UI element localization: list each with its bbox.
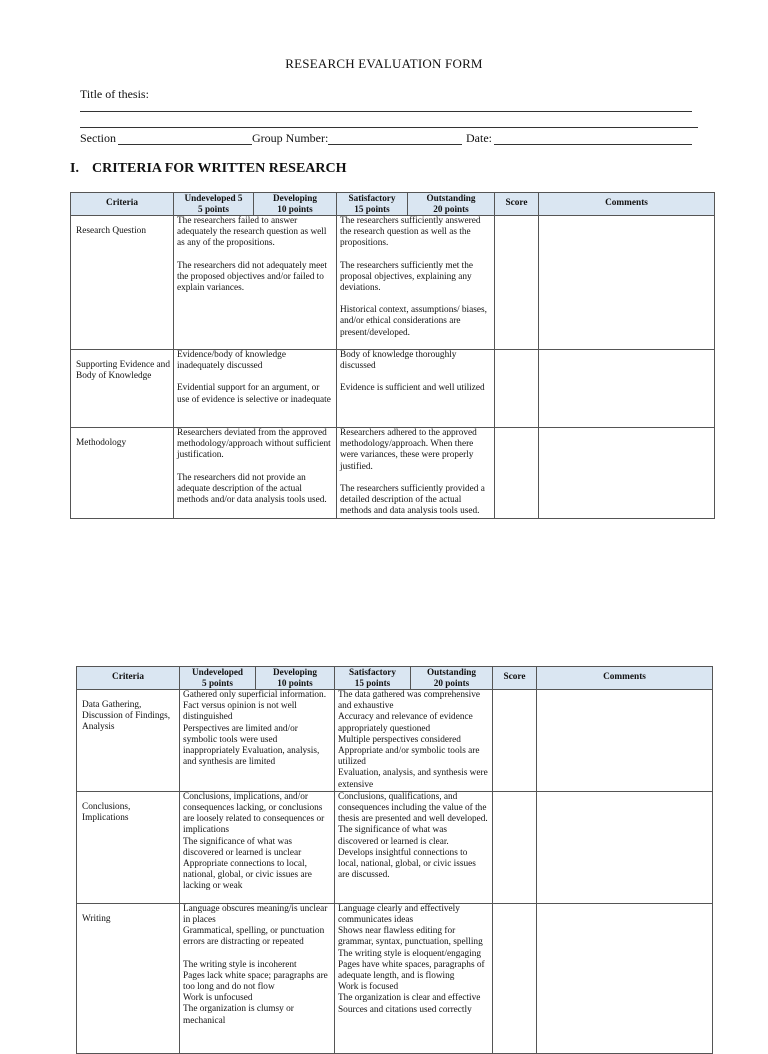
header-outstanding: Outstanding 20 points: [411, 667, 493, 690]
undeveloped-developing-description: [174, 350, 337, 428]
table-row: [77, 791, 713, 903]
description-line: Shows near flawless editing for grammar, syntax, punctuation, spelling: [338, 926, 483, 948]
group-number-field[interactable]: [328, 144, 462, 145]
satisfactory-outstanding-description: [337, 350, 495, 428]
header-comments: Comments: [537, 667, 713, 690]
page-title: RESEARCH EVALUATION FORM: [285, 56, 483, 71]
satisfactory-outstanding-description: [335, 791, 493, 903]
description-line: Pages have white spaces, paragraphs of adequate length, and is flowing: [338, 959, 485, 982]
description-line: Multiple perspectives considered: [338, 734, 461, 745]
section-title: CRITERIA FOR WRITTEN RESEARCH: [92, 161, 347, 176]
criteria-table-1: [70, 192, 715, 519]
header-comments: Comments: [539, 193, 715, 216]
comments-cell[interactable]: [539, 350, 715, 428]
description-line: Perspectives are limited and/or symbolic tools were used inappropriately Evaluation, analysis, and synthesis are limited: [183, 723, 320, 768]
description-line: The researchers sufficiently met the proposal objectives, explaining any deviations.: [340, 260, 474, 294]
group-number-label: Group Number:: [252, 131, 329, 145]
section-number: I.: [70, 161, 79, 176]
header-developing: Developing 10 points: [256, 667, 335, 690]
header-score: Score: [493, 667, 537, 690]
description-line: [340, 250, 491, 261]
table-row: [71, 216, 715, 350]
criteria-label: Supporting Evidence and Body of Knowledge: [71, 350, 174, 428]
description-line: Evaluation, analysis, and synthesis were extensive: [338, 768, 488, 790]
form-info-row: [80, 131, 700, 147]
description-line: Evidence/body of knowledge inadequately discussed: [177, 350, 286, 372]
criteria-label: Conclusions, Implications: [77, 791, 180, 903]
header-criteria: Criteria: [77, 667, 180, 690]
description-line: Language obscures meaning/is unclear in places: [183, 903, 328, 926]
header-satisfactory: Satisfactory 15 points: [335, 667, 411, 690]
section-heading: [70, 161, 347, 177]
satisfactory-outstanding-description: [337, 428, 495, 519]
description-line: Appropriate connections to local, national, global, or civic issues are lacking or weak: [183, 859, 312, 892]
thesis-title-label: Title of thesis:: [80, 87, 149, 101]
undeveloped-developing-description: [174, 428, 337, 519]
criteria-label: Methodology: [71, 428, 174, 519]
description-line: The organization is clear and effective: [338, 993, 481, 1004]
description-line: [183, 949, 331, 960]
description-line: Appropriate and/or symbolic tools are utilized: [338, 746, 480, 768]
description-line: Grammatical, spelling, or punctuation errors are distracting or repeated: [183, 926, 325, 948]
description-line: Develops insightful connections to local, national, global, or civic issues are discussed.: [338, 847, 476, 881]
description-line: Sources and citations used correctly: [338, 1004, 472, 1015]
description-line: The organization is clumsy or mechanical: [183, 1004, 294, 1026]
header-developing: Developing 10 points: [254, 193, 337, 216]
header-undeveloped: Undeveloped 5 5 points: [174, 193, 254, 216]
score-cell[interactable]: [493, 791, 537, 903]
header-outstanding: Outstanding 20 points: [408, 193, 495, 216]
description-line: [177, 250, 333, 261]
description-line: Evidence is sufficient and well utilized: [340, 383, 485, 394]
description-line: [340, 372, 491, 383]
header-undeveloped: Undeveloped 5 points: [180, 667, 256, 690]
score-cell[interactable]: [493, 690, 537, 792]
thesis-title-line-2[interactable]: [80, 127, 698, 128]
description-line: Accuracy and relevance of evidence appropriately questioned: [338, 712, 473, 734]
description-line: Language clearly and effectively communicates ideas: [338, 903, 460, 926]
description-line: The significance of what was discovered or learned is unclear: [183, 836, 302, 858]
criteria-label: Data Gathering, Discussion of Findings, Analysis: [77, 690, 180, 792]
description-line: Conclusions, qualifications, and consequences including the value of the thesis are presented and well developed.: [338, 791, 488, 825]
description-line: The researchers sufficiently provided a detailed description of the actual methods and data analysis tools used.: [340, 483, 485, 517]
description-line: The researchers did not provide an adequate description of the actual methods and/or data analysis tools used.: [177, 472, 327, 506]
description-line: Work is unfocused: [183, 993, 253, 1004]
description-line: The researchers failed to answer adequately the research question as well as any of the propositions.: [177, 216, 327, 249]
criteria-label: Writing: [77, 903, 180, 1053]
comments-cell[interactable]: [537, 791, 713, 903]
undeveloped-developing-description: [174, 216, 337, 350]
description-line: [177, 372, 333, 383]
description-line: [340, 473, 491, 484]
score-cell[interactable]: [493, 903, 537, 1053]
description-line: The researchers did not adequately meet the proposed objectives and/or failed to explain variances.: [177, 260, 327, 294]
satisfactory-outstanding-description: [337, 216, 495, 350]
thesis-title-line-1[interactable]: [80, 111, 692, 112]
table-row: [71, 350, 715, 428]
description-line: Gathered only superficial information. Fact versus opinion is not well distinguished: [183, 690, 327, 723]
description-line: [177, 462, 333, 473]
criteria-table-2: [76, 666, 713, 1054]
description-line: Evidential support for an argument, or use of evidence is selective or inadequate: [177, 383, 331, 405]
section-label: Section: [80, 131, 116, 145]
description-line: The researchers sufficiently answered the research question as well as the propositions.: [340, 216, 481, 249]
description-line: [340, 294, 491, 305]
table-row: [77, 690, 713, 792]
section-field[interactable]: [118, 144, 252, 145]
description-line: Conclusions, implications, and/or consequences lacking, or conclusions are loosely related to consequences or implications: [183, 791, 325, 836]
table-row: [77, 903, 713, 1053]
description-line: The writing style is eloquent/engaging: [338, 948, 482, 959]
score-cell[interactable]: [495, 350, 539, 428]
comments-cell[interactable]: [539, 216, 715, 350]
satisfactory-outstanding-description: [335, 690, 493, 792]
description-line: Work is focused: [338, 982, 399, 993]
undeveloped-developing-description: [180, 903, 335, 1053]
date-field[interactable]: [494, 144, 692, 145]
description-line: The writing style is incoherent: [183, 959, 297, 970]
undeveloped-developing-description: [180, 791, 335, 903]
date-label: Date:: [466, 131, 492, 145]
comments-cell[interactable]: [537, 903, 713, 1053]
undeveloped-developing-description: [180, 690, 335, 792]
description-line: Researchers adhered to the approved methodology/approach. When there were variances, these were properly justified.: [340, 428, 477, 472]
satisfactory-outstanding-description: [335, 903, 493, 1053]
description-line: The data gathered was comprehensive and exhaustive: [338, 690, 480, 712]
score-cell[interactable]: [495, 428, 539, 519]
description-line: The significance of what was discovered or learned is clear.: [338, 825, 449, 847]
header-criteria: Criteria: [71, 193, 174, 216]
description-line: Historical context, assumptions/ biases, and/or ethical considerations are present/developed.: [340, 305, 487, 338]
criteria-label: Research Question: [71, 216, 174, 350]
description-line: Body of knowledge thoroughly discussed: [340, 350, 457, 372]
header-score: Score: [495, 193, 539, 216]
description-line: Pages lack white space; paragraphs are too long and do not flow: [183, 970, 328, 993]
comments-cell[interactable]: [539, 428, 715, 519]
table-row: [71, 428, 715, 519]
description-line: Researchers deviated from the approved methodology/approach without sufficient justification.: [177, 428, 331, 461]
header-satisfactory: Satisfactory 15 points: [337, 193, 408, 216]
comments-cell[interactable]: [537, 690, 713, 792]
score-cell[interactable]: [495, 216, 539, 350]
